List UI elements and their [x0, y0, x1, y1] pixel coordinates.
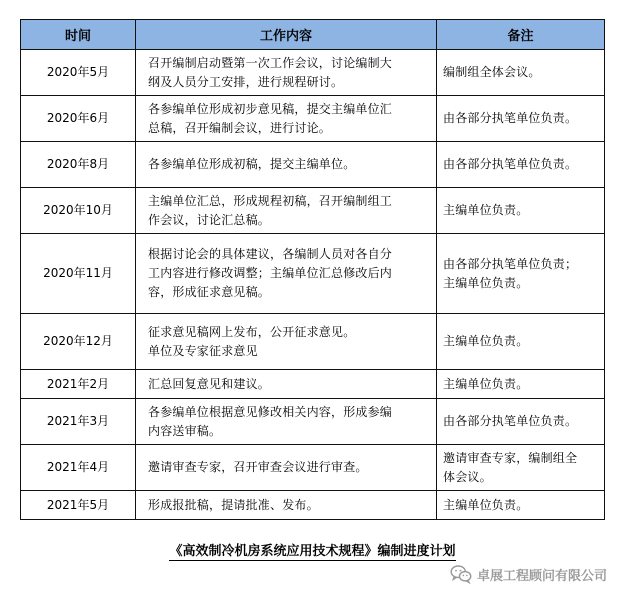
work-line: 总稿，召开编制会议，进行讨论。 — [148, 120, 332, 135]
work-line: 内容送审稿。 — [148, 423, 222, 438]
note-cell — [437, 491, 605, 520]
work-cell — [136, 142, 437, 188]
work-cell — [136, 491, 437, 520]
work-cell — [136, 96, 437, 142]
time-cell: 2020年5月 — [21, 50, 136, 96]
caption-text: 《高效制冷机房系统应用技术规程》编制进度计划 — [169, 544, 456, 559]
time-cell: 2020年10月 — [21, 188, 136, 234]
note-cell — [437, 370, 605, 399]
note-line: 主编单位负责。 — [443, 203, 529, 217]
work-line: 容，形成征求意见稿。 — [148, 285, 271, 299]
note-cell — [437, 142, 605, 188]
table-caption — [0, 540, 625, 559]
note-line: 由各部分执笔单位负责。 — [443, 111, 578, 125]
table-row — [21, 142, 605, 188]
work-line: 征求意见稿网上发布，公开征求意见。 — [148, 324, 356, 339]
work-line: 纲及人员分工安排，进行规程研讨。 — [148, 74, 344, 89]
note-line: 编制组全体会议。 — [443, 65, 541, 79]
work-line: 主编单位汇总，形成规程初稿，召开编制组工 — [148, 193, 393, 208]
watermark-text: 卓展工程顾问有限公司 — [476, 568, 607, 584]
header-time: 时间 — [21, 20, 136, 50]
note-cell — [437, 445, 605, 491]
wechat-icon — [450, 564, 472, 584]
table-row — [21, 491, 605, 520]
work-line: 各参编单位形成初稿，提交主编单位。 — [148, 157, 356, 171]
work-cell — [136, 188, 437, 234]
work-cell — [136, 399, 437, 445]
table-row — [21, 50, 605, 96]
time-cell: 2020年8月 — [21, 142, 136, 188]
time-cell: 2021年3月 — [21, 399, 136, 445]
work-cell — [136, 234, 437, 314]
table-row — [21, 188, 605, 234]
table-row — [21, 96, 605, 142]
work-line: 工内容进行修改调整；主编单位汇总修改后内 — [148, 266, 393, 280]
table-row — [21, 234, 605, 314]
note-line: 主编单位负责。 — [443, 275, 529, 290]
work-line: 作会议，讨论汇总稿。 — [148, 212, 271, 227]
note-line: 邀请审查专家，编制组全 — [443, 450, 578, 465]
note-line: 主编单位负责。 — [443, 497, 529, 512]
work-line: 各参编单位根据意见修改相关内容，形成参编 — [148, 404, 393, 419]
header-remarks: 备注 — [437, 20, 605, 50]
time-cell: 2021年4月 — [21, 445, 136, 491]
schedule-table — [20, 19, 605, 520]
note-line: 由各部分执笔单位负责。 — [443, 414, 578, 428]
note-cell — [437, 50, 605, 96]
note-cell — [437, 314, 605, 370]
work-line: 召开编制启动暨第一次工作会议，讨论编制大 — [148, 55, 393, 70]
work-line: 根据讨论会的具体建议，各编制人员对各自分 — [148, 247, 393, 261]
work-line: 形成报批稿，提请批准、发布。 — [148, 497, 319, 512]
time-cell: 2021年5月 — [21, 491, 136, 520]
table-row — [21, 314, 605, 370]
note-cell — [437, 234, 605, 314]
table-row — [21, 370, 605, 399]
work-cell — [136, 370, 437, 399]
note-cell — [437, 188, 605, 234]
time-cell: 2020年11月 — [21, 234, 136, 314]
work-cell — [136, 314, 437, 370]
table-row — [21, 399, 605, 445]
note-line: 体会议。 — [443, 469, 492, 484]
note-cell — [437, 399, 605, 445]
table-row — [21, 445, 605, 491]
note-line: 由各部分执笔单位负责； — [443, 256, 578, 271]
note-line: 由各部分执笔单位负责。 — [443, 157, 578, 171]
work-cell — [136, 445, 437, 491]
table-header-row — [21, 20, 605, 50]
note-line: 主编单位负责。 — [443, 334, 529, 348]
watermark — [450, 562, 607, 586]
time-cell: 2021年2月 — [21, 370, 136, 399]
header-work-content: 工作内容 — [136, 20, 437, 50]
work-line: 汇总回复意见和建议。 — [148, 376, 271, 391]
note-cell — [437, 96, 605, 142]
time-cell: 2020年6月 — [21, 96, 136, 142]
work-line: 单位及专家征求意见 — [148, 343, 258, 358]
work-line: 邀请审查专家，召开审查会议进行审查。 — [148, 460, 368, 474]
work-cell — [136, 50, 437, 96]
note-line: 主编单位负责。 — [443, 376, 529, 391]
work-line: 各参编单位形成初步意见稿，提交主编单位汇 — [148, 101, 393, 116]
time-cell: 2020年12月 — [21, 314, 136, 370]
